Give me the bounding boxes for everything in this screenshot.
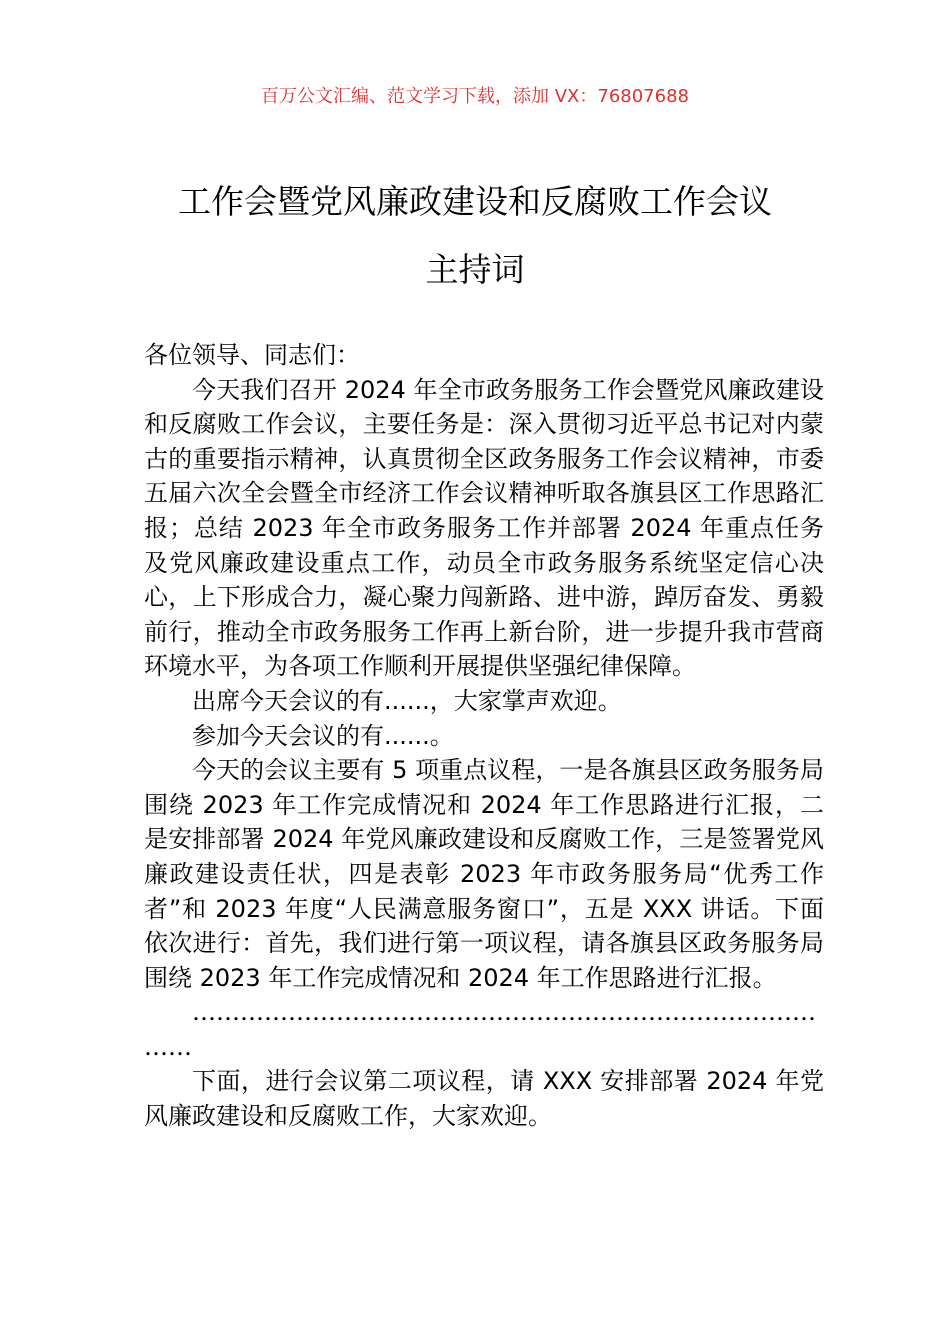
paragraph-participants: 参加今天会议的有......。 (192, 721, 454, 750)
header-banner: 百万公文汇编、范文学习下载，添加 VX：76807688 (261, 86, 689, 107)
document-title: 工作会暨党风廉政建设和反腐败工作会议 (178, 182, 772, 221)
salutation: 各位领导、同志们： (144, 341, 360, 369)
paragraph-opening: 今天我们召开 2024 年全市政务服务工作会暨党风廉政建设和反腐败工作会议，主要任务是：深入贯彻习近平总书记对内蒙古的重要指示精神，认真贯彻全区政务服务工作会议精神，市委五届六次全会暨全市经济工作会议精神听取各旗县区工作思路汇报；总结 2023 年全市政务服务工作并部署 2024 年重点任务及党风廉政建设重点工作，动员全市政务服务系统坚定信心决心，上下形成合力，凝心聚力闯新路、进中游，踔厉奋发、勇毅前行，推动全市政务服务工作再上新台阶，进一步提升我市营商环境水平，为各项工作顺利开展提供坚强纪律保障。 (144, 375, 824, 681)
document-subtitle: 主持词 (425, 250, 525, 289)
ellipsis-separator: ………………………………………………………………………… (144, 998, 816, 1061)
paragraph-attendees: 出席今天会议的有......，大家掌声欢迎。 (192, 686, 622, 715)
paragraph-second-agenda: 下面，进行会议第二项议程，请 XXX 安排部署 2024 年党风廉政建设和反腐败工作，大家欢迎。 (144, 1067, 824, 1131)
document-body (144, 338, 824, 1134)
paragraph-agenda: 今天的会议主要有 5 项重点议程，一是各旗县区政务服务局围绕 2023 年工作完成情况和 2024 年工作思路进行汇报，二是安排部署 2024 年党风廉政建设和反腐败工作，三是签署党风廉政建设责任状，四是表彰 2023 年市政务服务局“优秀工作者”和 2023 年度“人民满意服务窗口”，五是 XXX 讲话。下面依次进行：首先，我们进行第一项议程，请各旗县区政务服务局围绕 2023 年工作完成情况和 2024 年工作思路进行汇报。 (144, 756, 824, 992)
